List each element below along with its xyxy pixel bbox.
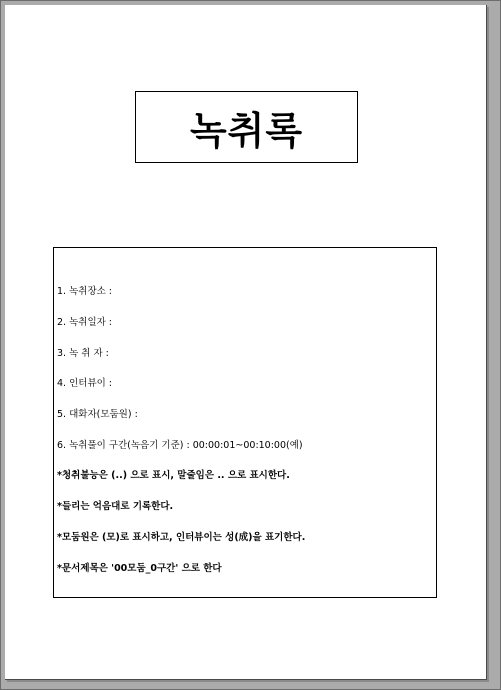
- field-recording-date: 2. 녹취일자 :: [57, 317, 113, 328]
- field-speakers: 5. 대화자(모둠원) :: [57, 409, 138, 420]
- title-box: [135, 91, 358, 163]
- info-box: [53, 247, 437, 598]
- note-speaker-marking: *모둠원은 (모)로 표시하고, 인터뷰이는 성(成)을 표기한다.: [57, 532, 306, 543]
- field-interviewee: 4. 인터뷰이 :: [57, 378, 113, 389]
- field-recording-place: 1. 녹취장소 :: [57, 286, 113, 297]
- note-record-as-heard: *들리는 억음대로 기록한다.: [57, 501, 174, 512]
- field-recorder: 3. 녹 취 자 :: [57, 348, 109, 359]
- document-page: [5, 5, 487, 680]
- note-inaudible: *청취불능은 (..) 으로 표시, 말줄임은 .. 으로 표시한다.: [57, 470, 290, 481]
- document-title: 녹취록: [189, 108, 304, 153]
- note-document-title: *문서제목은 '00모둠_0구간' 으로 한다: [57, 563, 222, 574]
- field-transcription-range: 6. 녹취풀이 구간(녹음기 기준) : 00:00:01~00:10:00(예): [57, 440, 303, 451]
